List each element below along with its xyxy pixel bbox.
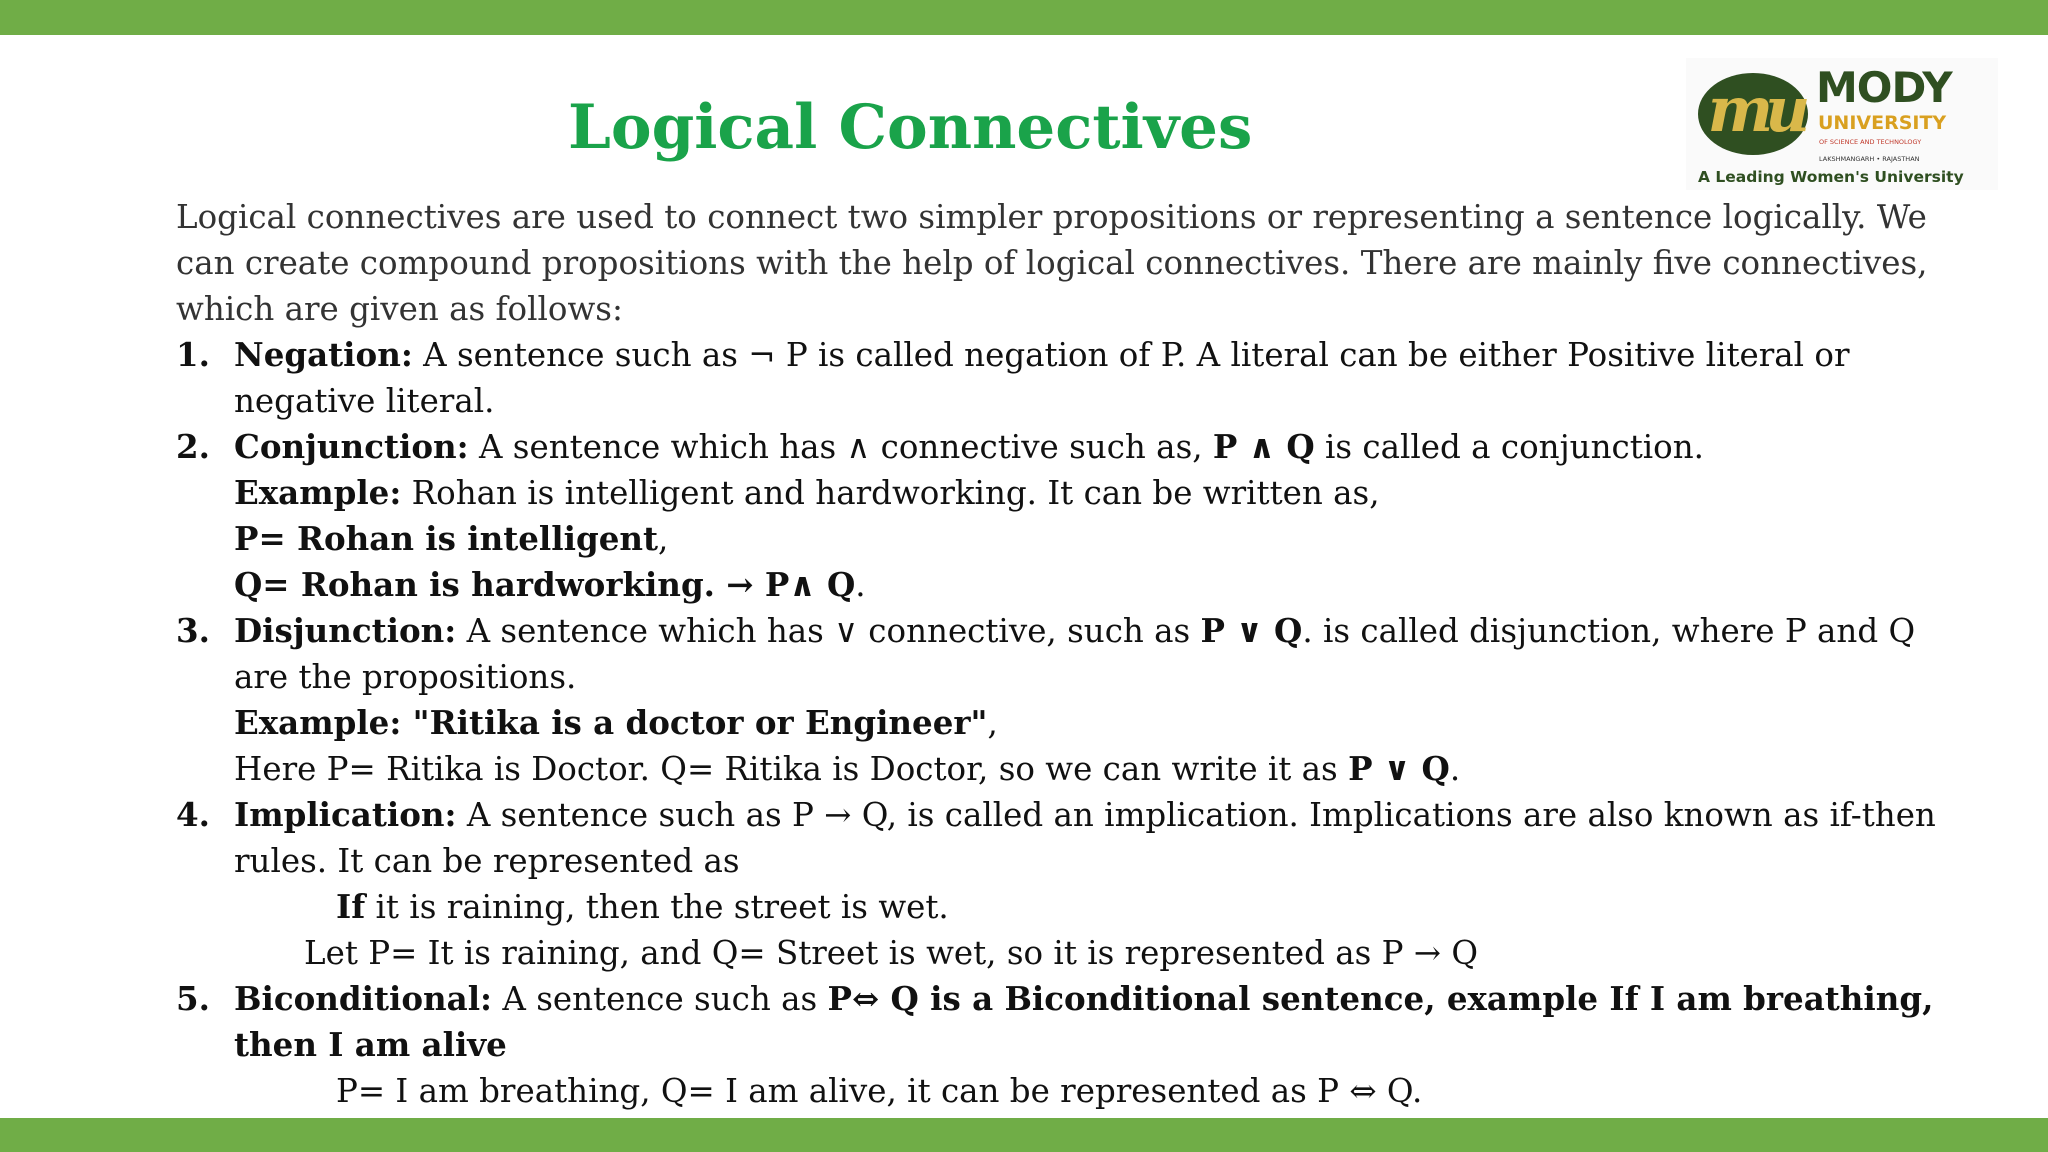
bottom-accent-bar xyxy=(0,1118,2048,1152)
list-item-conjunction xyxy=(176,424,1976,608)
item-term: Disjunction: xyxy=(234,611,457,650)
item-text: A sentence which has ∧ connective such as, xyxy=(468,428,1213,466)
item-text: is called a conjunction. xyxy=(1314,428,1704,466)
example-p-line: P= I am breathing, Q= I am alive, it can be represented as P ⇔ Q. xyxy=(336,1072,1423,1110)
item-formula: P ∨ Q xyxy=(1348,749,1450,788)
logo-science: OF SCIENCE AND TECHNOLOGY xyxy=(1819,138,1922,146)
list-item-implication xyxy=(176,792,1976,976)
logo-tagline: A Leading Women's University xyxy=(1698,168,1964,186)
list-item-disjunction xyxy=(176,608,1976,792)
example-text: Here P= Ritika is Doctor. Q= Ritika is Doctor, so we can write it as xyxy=(234,750,1349,788)
punctuation: . xyxy=(855,566,866,604)
let-line: Let P= It is raining, and Q= Street is wet, so it is represented as P → Q xyxy=(304,934,1479,972)
item-term: Conjunction: xyxy=(234,427,469,466)
university-logo xyxy=(1686,58,1998,190)
example-label: Example: "Ritika is a doctor or Engineer" xyxy=(234,703,988,742)
slide-title: Logical Connectives xyxy=(568,92,1253,163)
example-q-line: Q= Rohan is hardworking. → P∧ Q xyxy=(234,565,856,604)
item-text: A sentence such as ¬ P is called negation of P. A literal can be either Positive literal or negative literal. xyxy=(234,336,1850,420)
item-bold-text: P⇔ Q is a Biconditional sentence, example If I am breathing, then I am alive xyxy=(234,979,1934,1064)
logo-university: UNIVERSITY xyxy=(1818,112,1947,134)
item-text: . is called disjunction, where P and Q are the propositions. xyxy=(234,612,1916,696)
item-term: Biconditional: xyxy=(234,979,493,1018)
item-number: 5. xyxy=(176,979,210,1018)
logo-place: LAKSHMANGARH • RAJASTHAN xyxy=(1819,155,1920,163)
item-text: A sentence such as P → Q, is called an implication. Implications are also known as if-then rules. It can be represented as xyxy=(234,796,1936,880)
punctuation: . xyxy=(1449,750,1461,788)
item-text: A sentence which has ∨ connective, such as xyxy=(456,612,1201,650)
example-text: it is raining, then the street is wet. xyxy=(365,888,949,926)
slide-body xyxy=(176,194,1976,1114)
logo-monogram: mu xyxy=(1707,73,1803,146)
intro-paragraph: Logical connectives are used to connect two simpler propositions or representing a sentence logically. We can create compound propositions with the help of logical connectives. There are mainly five connectives, which are given as follows: xyxy=(176,198,1928,328)
example-label: Example: xyxy=(234,473,402,512)
list-item-negation xyxy=(176,332,1976,424)
item-number: 2. xyxy=(176,427,210,466)
item-number: 3. xyxy=(176,611,210,650)
list-item-biconditional xyxy=(176,976,1976,1114)
item-text: A sentence such as xyxy=(492,980,828,1018)
item-formula: P ∨ Q xyxy=(1200,611,1303,650)
punctuation: , xyxy=(987,704,998,742)
example-p-line: P= Rohan is intelligent xyxy=(234,519,659,558)
if-word: If xyxy=(336,887,366,926)
item-term: Negation: xyxy=(234,335,413,374)
item-number: 1. xyxy=(176,335,210,374)
item-number: 4. xyxy=(176,795,210,834)
punctuation: , xyxy=(658,520,669,558)
top-accent-bar xyxy=(0,0,2048,35)
item-term: Implication: xyxy=(234,795,457,834)
item-formula: P ∧ Q xyxy=(1212,427,1315,466)
example-text: Rohan is intelligent and hardworking. It can be written as, xyxy=(401,474,1380,512)
logo-name: MODY xyxy=(1816,63,1952,112)
